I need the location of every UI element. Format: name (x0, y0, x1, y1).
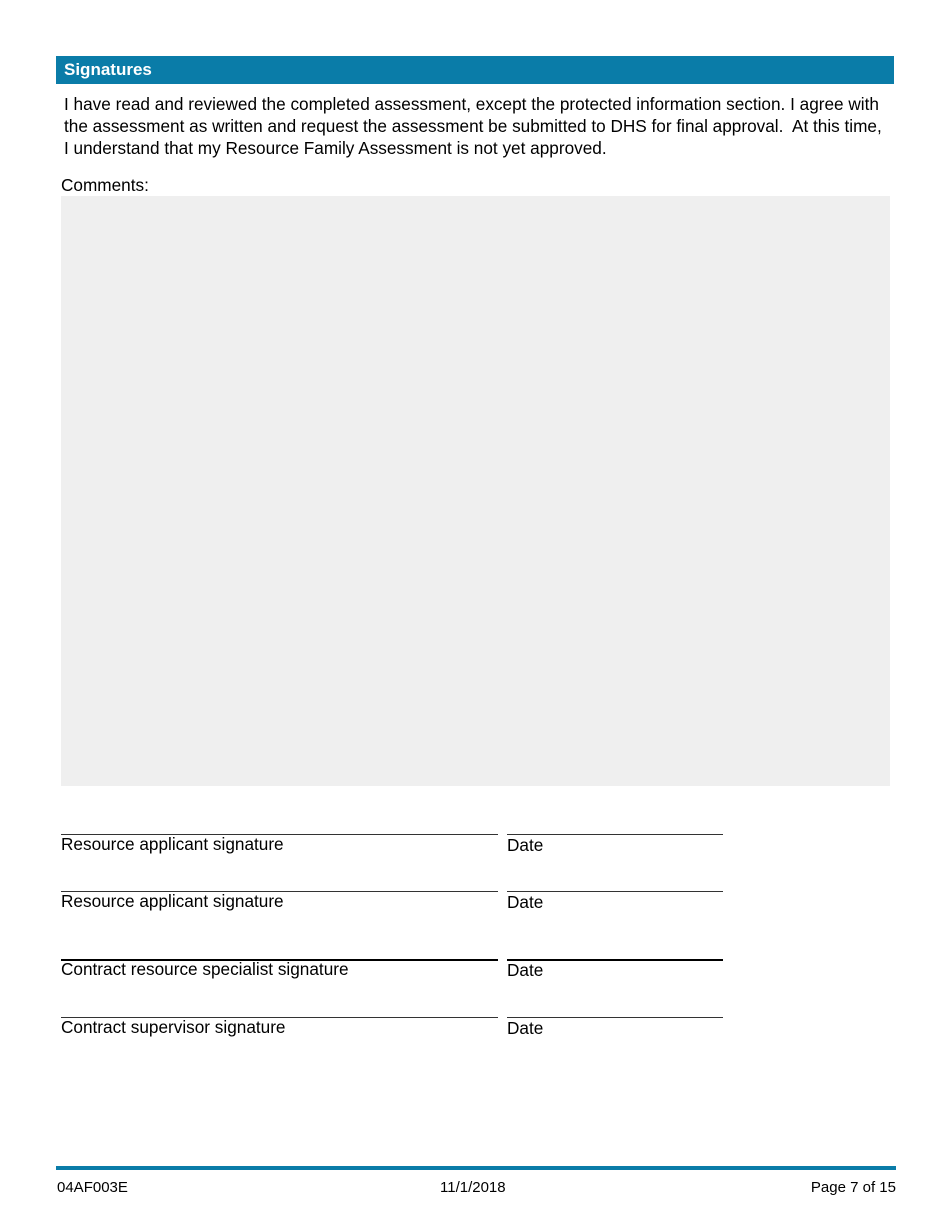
signature-row-contract-specialist (61, 959, 723, 989)
date-label: Date (507, 1018, 544, 1038)
comments-label: Comments: (61, 175, 149, 195)
footer-form-id: 04AF003E (57, 1179, 128, 1196)
signature-label: Contract resource specialist signature (61, 959, 349, 979)
date-label: Date (507, 835, 544, 855)
signature-row-applicant-2 (61, 891, 723, 921)
signature-statement: I have read and reviewed the completed assessment, except the protected information section. I agree with the assessment as written and request the assessment be submitted to DHS for final approval. At this time, I understand that my Resource Family Assessment is not yet approved. (64, 94, 887, 158)
signature-label: Contract supervisor signature (61, 1017, 286, 1037)
section-header-signatures: Signatures (56, 56, 894, 84)
footer-revision-date: 11/1/2018 (440, 1179, 506, 1196)
footer-page-number: Page 7 of 15 (810, 1179, 896, 1196)
date-label: Date (507, 960, 544, 980)
signature-row-applicant-1 (61, 834, 723, 864)
signature-label: Resource applicant signature (61, 834, 284, 854)
comments-field[interactable] (61, 196, 890, 786)
footer-divider (56, 1166, 896, 1170)
date-label: Date (507, 892, 544, 912)
signature-row-contract-supervisor (61, 1017, 723, 1047)
signature-label: Resource applicant signature (61, 891, 284, 911)
